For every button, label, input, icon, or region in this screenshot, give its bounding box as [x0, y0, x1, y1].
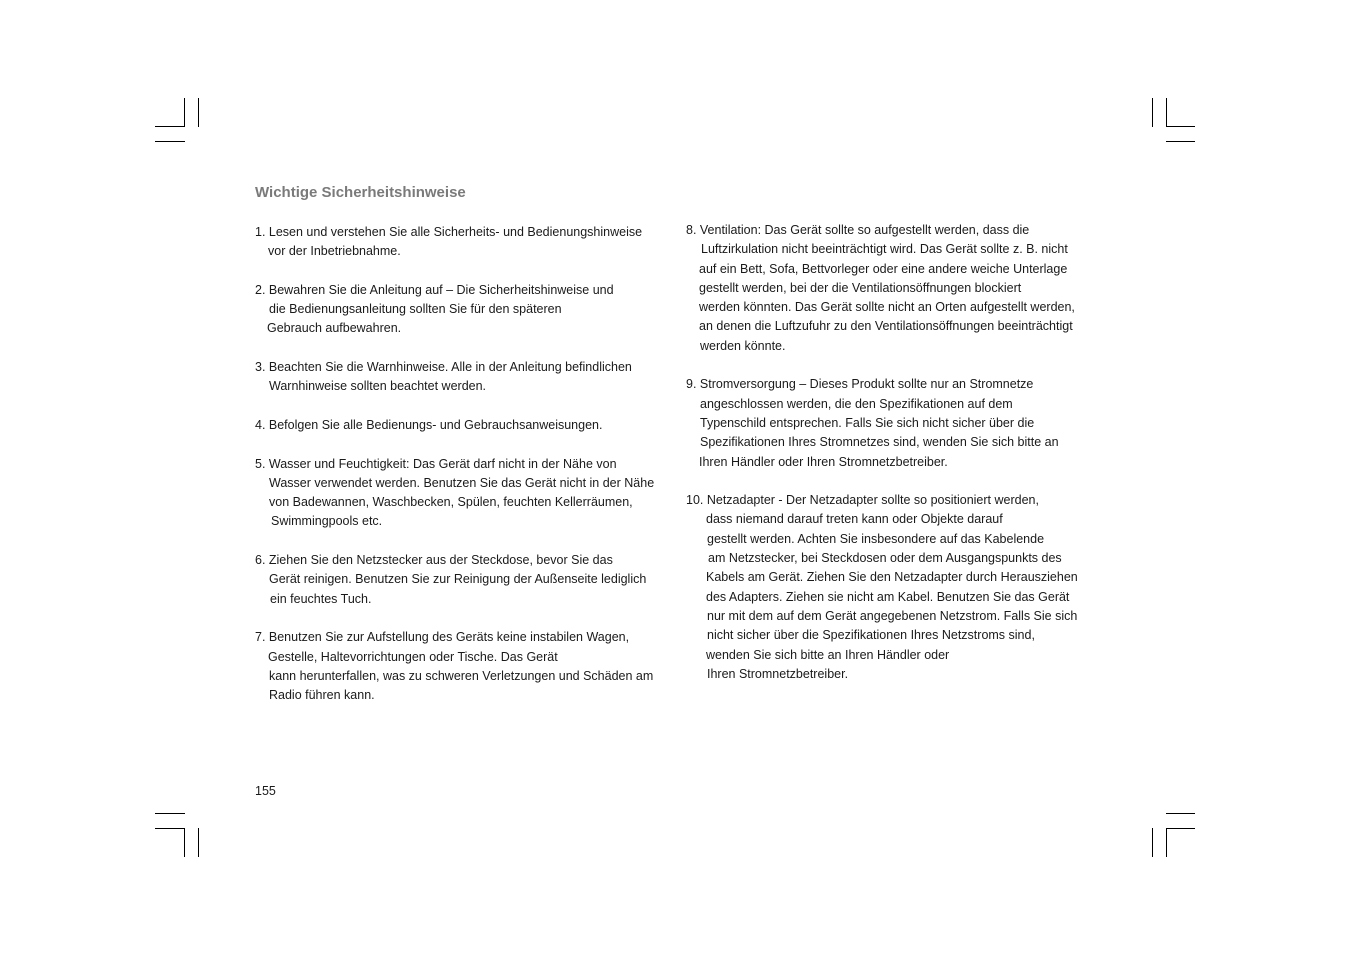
text-line: von Badewannen, Waschbecken, Spülen, feuchten Kellerräumen,: [269, 495, 633, 510]
text-line: dass niemand darauf treten kann oder Objekte darauf: [706, 512, 1003, 527]
text-line: gestellt werden, bei der die Ventilationsöffnungen blockiert: [699, 280, 1022, 295]
left-column: [255, 223, 675, 725]
crop-mark: [1166, 98, 1167, 127]
text-line: kann herunterfallen, was zu schweren Verletzungen und Schäden am: [269, 668, 654, 683]
crop-mark: [1166, 828, 1167, 857]
safety-item-1: [255, 223, 675, 262]
text-line: gestellt werden. Achten Sie insbesondere auf das Kabelende: [707, 531, 1045, 546]
text-line: 2. Bewahren Sie die Anleitung auf – Die Sicherheitshinweise und: [255, 282, 614, 297]
text-line: Gerät reinigen. Benutzen Sie zur Reinigung der Außenseite lediglich: [269, 572, 647, 587]
text-line: am Netzstecker, bei Steckdosen oder dem Ausgangspunkts des: [708, 551, 1062, 566]
text-line: 9. Stromversorgung – Dieses Produkt sollte nur an Stromnetze: [686, 377, 1034, 392]
crop-mark: [1166, 141, 1195, 142]
crop-mark: [1152, 828, 1153, 857]
safety-item-5: [255, 455, 675, 532]
crop-mark: [184, 828, 185, 857]
text-line: Swimmingpools etc.: [271, 514, 383, 529]
text-line: 7. Benutzen Sie zur Aufstellung des Geräts keine instabilen Wagen,: [255, 630, 630, 645]
crop-mark: [198, 98, 199, 127]
safety-item-6: [255, 551, 675, 609]
text-line: Warnhinweise sollten beachtet werden.: [269, 379, 487, 394]
text-line: 4. Befolgen Sie alle Bedienungs- und Gebrauchsanweisungen.: [255, 417, 603, 432]
text-line: Kabels am Gerät. Ziehen Sie den Netzadapter durch Herausziehen: [706, 570, 1078, 585]
text-line: ein feuchtes Tuch.: [270, 591, 372, 606]
safety-item-3: [255, 358, 675, 397]
crop-mark: [155, 813, 185, 814]
safety-item-9: [686, 375, 1106, 471]
page-title: Wichtige Sicherheitshinweise: [255, 184, 466, 201]
text-line: 10. Netzadapter - Der Netzadapter sollte so positioniert werden,: [686, 493, 1039, 508]
text-line: Ihren Stromnetzbetreiber.: [707, 666, 849, 681]
text-line: 3. Beachten Sie die Warnhinweise. Alle in der Anleitung befindlichen: [255, 360, 632, 375]
text-line: Gebrauch aufbewahren.: [267, 321, 402, 336]
text-line: Spezifikationen Ihres Stromnetzes sind, wenden Sie sich bitte an: [700, 435, 1059, 450]
text-line: des Adapters. Ziehen sie nicht am Kabel. Benutzen Sie das Gerät: [706, 589, 1070, 604]
text-line: Typenschild entsprechen. Falls Sie sich nicht sicher über die: [700, 415, 1035, 430]
crop-mark: [184, 98, 185, 127]
text-line: angeschlossen werden, die den Spezifikationen auf dem: [700, 396, 1013, 411]
text-line: an denen die Luftzufuhr zu den Ventilationsöffnungen beeinträchtigt: [699, 319, 1073, 334]
crop-mark: [155, 141, 185, 142]
text-line: Luftzirkulation nicht beeinträchtigt wird. Das Gerät sollte z. B. nicht: [701, 242, 1068, 257]
crop-mark: [155, 126, 185, 127]
text-line: 5. Wasser und Feuchtigkeit: Das Gerät darf nicht in der Nähe von: [255, 456, 617, 471]
crop-mark: [155, 828, 185, 829]
crop-mark: [1166, 828, 1195, 829]
text-line: Gestelle, Haltevorrichtungen oder Tische. Das Gerät: [268, 649, 558, 664]
text-line: nur mit dem auf dem Gerät angegebenen Netzstrom. Falls Sie sich: [707, 608, 1078, 623]
crop-mark: [1166, 813, 1195, 814]
text-line: Wasser verwendet werden. Benutzen Sie das Gerät nicht in der Nähe: [269, 475, 655, 490]
crop-mark: [1152, 98, 1153, 127]
text-line: die Bedienungsanleitung sollten Sie für den späteren: [269, 302, 562, 317]
safety-item-10: [686, 491, 1106, 684]
safety-item-4: [255, 416, 675, 435]
text-line: 1. Lesen und verstehen Sie alle Sicherheits- und Bedienungshinweise: [255, 225, 643, 239]
text-line: wenden Sie sich bitte an Ihren Händler oder: [706, 647, 950, 662]
text-line: Radio führen kann.: [269, 688, 375, 703]
text-line: werden könnten. Das Gerät sollte nicht an Orten aufgestellt werden,: [699, 300, 1075, 315]
text-line: vor der Inbetriebnahme.: [268, 244, 401, 259]
safety-item-7: [255, 628, 675, 705]
safety-item-2: [255, 281, 675, 339]
safety-item-8: [686, 221, 1106, 356]
crop-mark: [1166, 126, 1195, 127]
right-column: [686, 221, 1106, 703]
crop-mark: [198, 828, 199, 857]
page-number: 155: [255, 784, 276, 798]
text-line: 6. Ziehen Sie den Netzstecker aus der Steckdose, bevor Sie das: [255, 553, 613, 568]
text-line: werden könnte.: [700, 338, 786, 353]
text-line: auf ein Bett, Sofa, Bettvorleger oder eine andere weiche Unterlage: [699, 261, 1068, 276]
text-line: 8. Ventilation: Das Gerät sollte so aufgestellt werden, dass die: [686, 223, 1030, 237]
text-line: Ihren Händler oder Ihren Stromnetzbetreiber.: [699, 454, 948, 469]
text-line: nicht sicher über die Spezifikationen Ihres Netzstroms sind,: [707, 628, 1035, 643]
